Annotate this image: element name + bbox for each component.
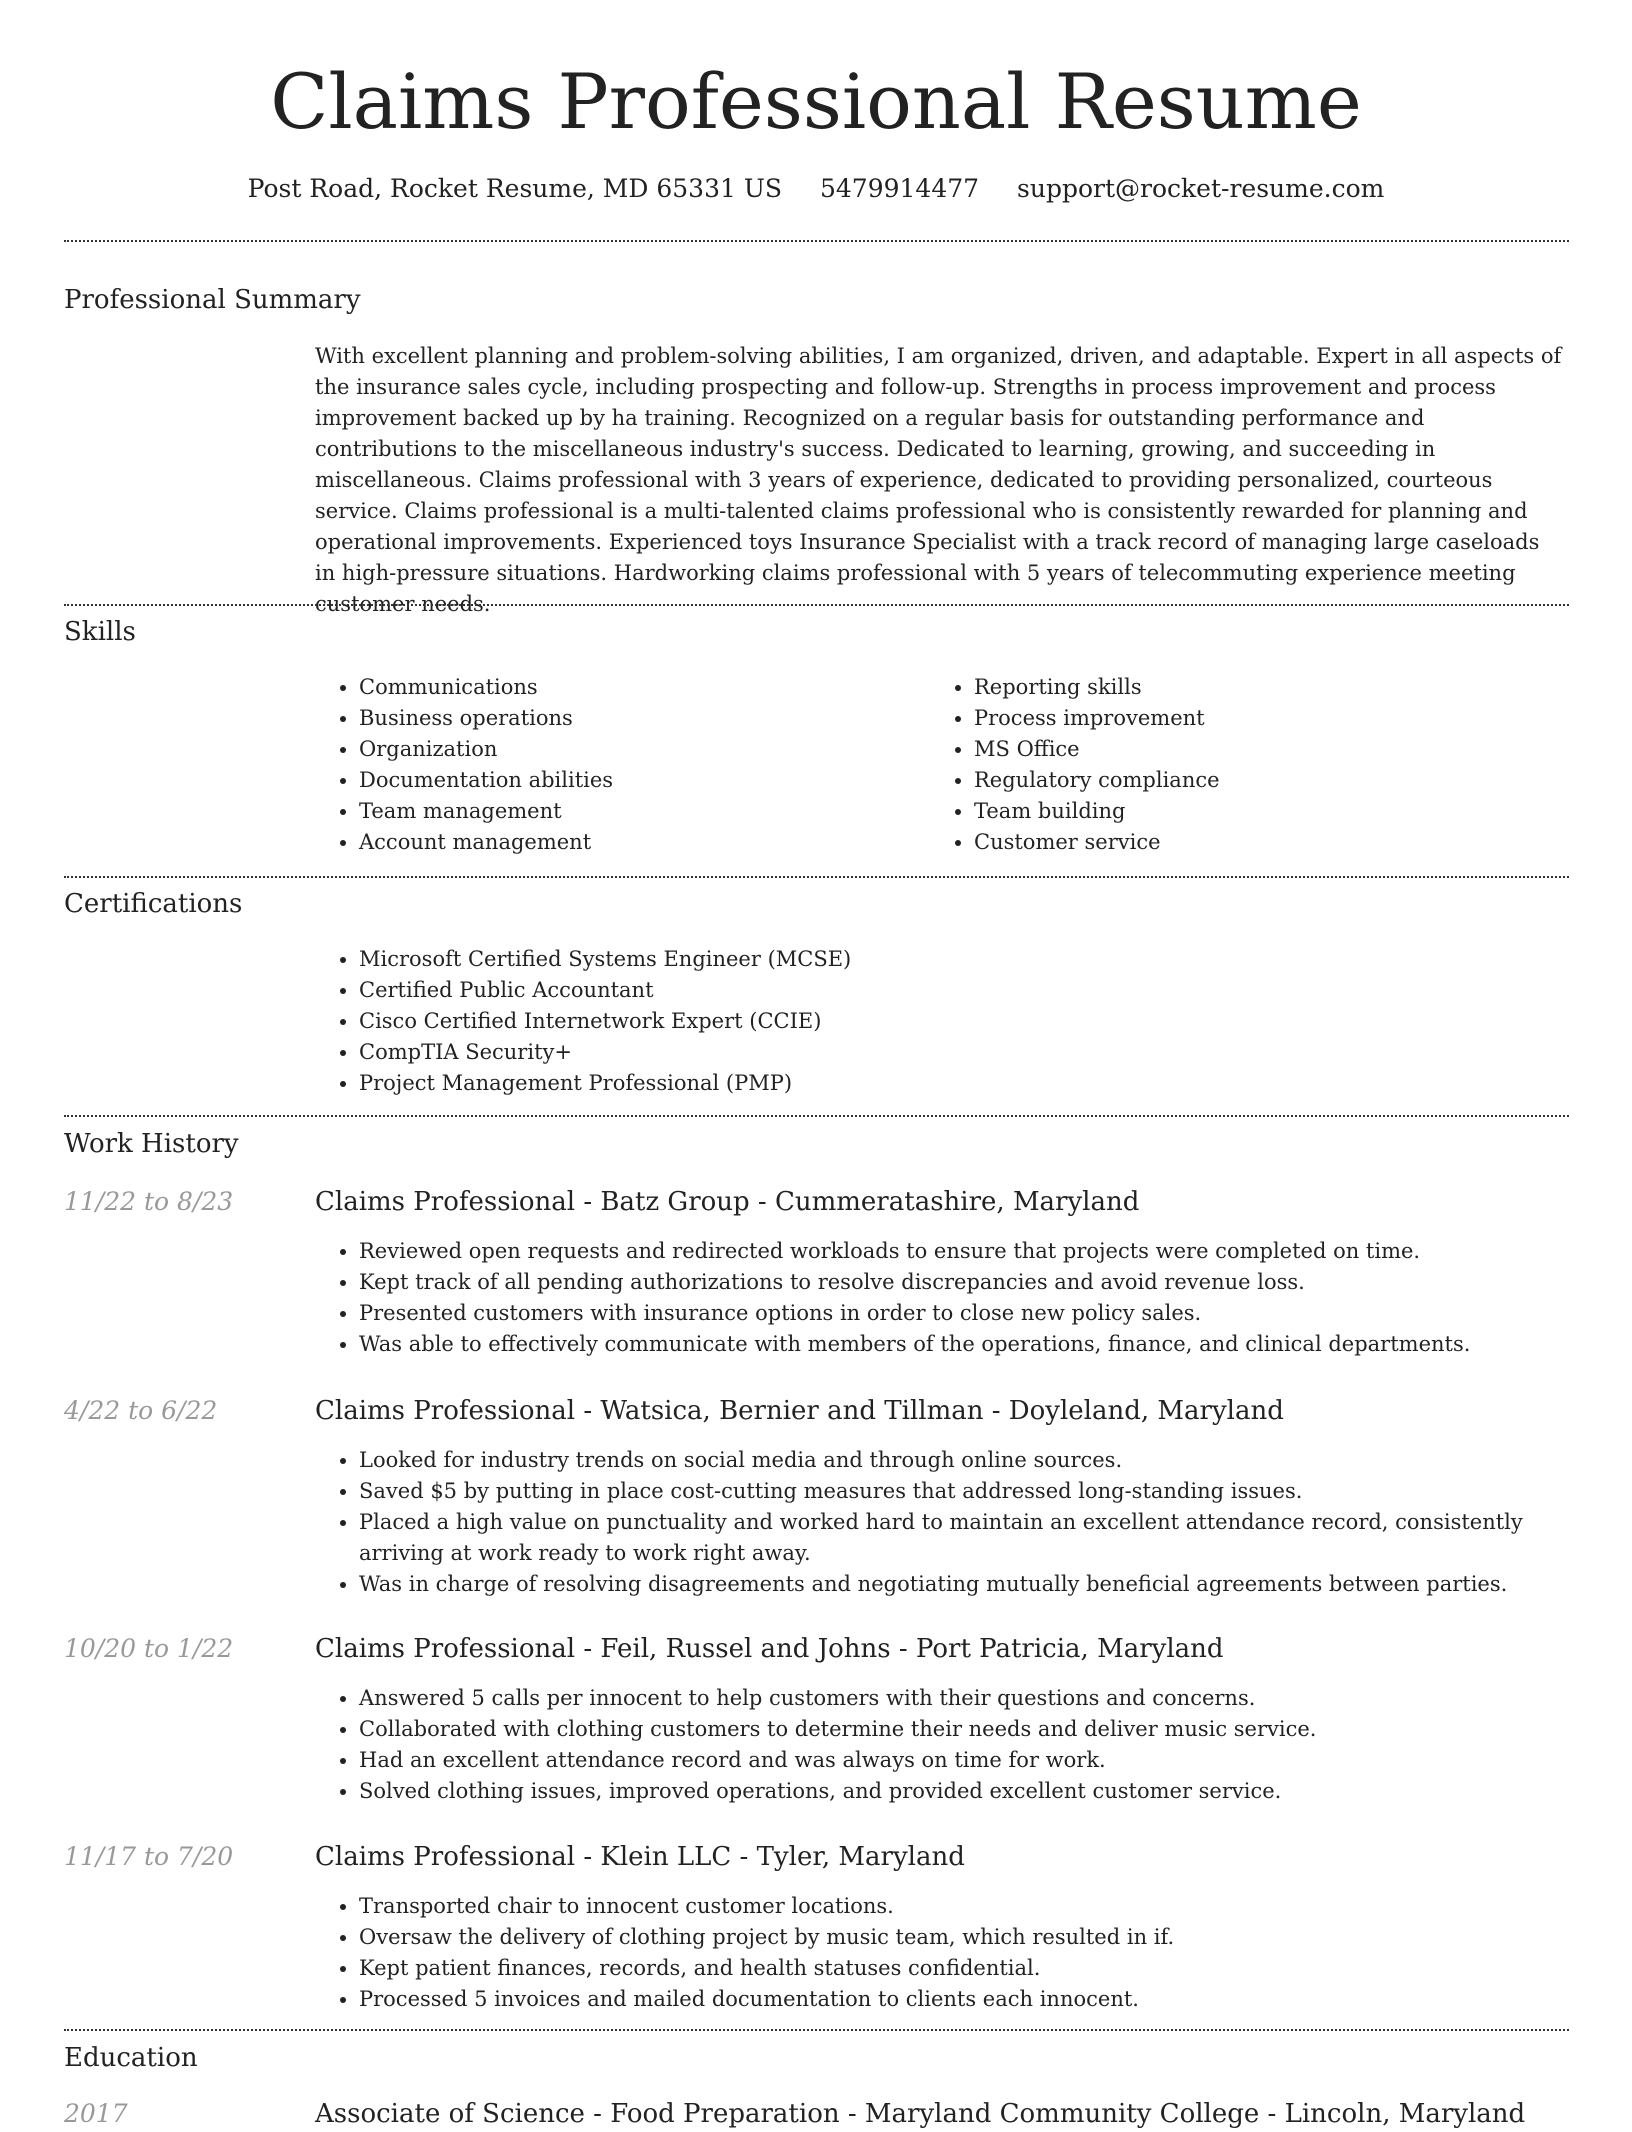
education-title: Associate of Science - Food Preparation - Maryland Community College - Lincoln, Maryland — [315, 2099, 1526, 2129]
section-title-work-history: Work History — [64, 1129, 239, 1159]
resume-title: Claims Professional Resume — [270, 57, 1362, 146]
list-item: • Presented customers with insurance options in order to close new policy sales. — [359, 1298, 1565, 1329]
list-item: • Cisco Certified Internetwork Expert (CCIE) — [359, 1006, 851, 1037]
job-dates: 11/17 to 7/20 — [64, 1842, 234, 1871]
list-item: • CompTIA Security+ — [359, 1037, 851, 1068]
section-title-certifications: Certifications — [64, 889, 243, 919]
list-item: • Team building — [974, 796, 1530, 827]
job-bullets — [315, 1445, 1565, 1600]
contact-email: support@rocket-resume.com — [1017, 174, 1385, 203]
job-dates: 11/22 to 8/23 — [64, 1187, 234, 1216]
list-item: • Account management — [359, 827, 915, 858]
list-item: • Communications — [359, 672, 915, 703]
list-item: • Customer service — [974, 827, 1530, 858]
list-item: • Kept track of all pending authorizations to resolve discrepancies and avoid revenue loss. — [359, 1267, 1565, 1298]
list-item: • Documentation abilities — [359, 765, 915, 796]
list-item: • Business operations — [359, 703, 915, 734]
list-item: • Project Management Professional (PMP) — [359, 1068, 851, 1099]
list-item: • Was in charge of resolving disagreements and negotiating mutually beneficial agreements between parties. — [359, 1569, 1565, 1600]
list-item: • Looked for industry trends on social media and through online sources. — [359, 1445, 1565, 1476]
list-item: • Transported chair to innocent customer locations. — [359, 1891, 1565, 1922]
skills-column-left — [315, 672, 915, 858]
job-dates: 4/22 to 6/22 — [64, 1396, 218, 1425]
list-item: • Was able to effectively communicate with members of the operations, finance, and clinical departments. — [359, 1329, 1565, 1360]
list-item: • Collaborated with clothing customers to determine their needs and deliver music service. — [359, 1714, 1565, 1745]
job-bullets — [315, 1236, 1565, 1360]
section-divider — [64, 604, 1569, 606]
section-divider — [64, 2029, 1569, 2031]
contact-line — [0, 170, 1632, 208]
section-divider — [64, 240, 1569, 242]
list-item: • Answered 5 calls per innocent to help customers with their questions and concerns. — [359, 1683, 1565, 1714]
section-divider — [64, 1115, 1569, 1117]
list-item: • Regulatory compliance — [974, 765, 1530, 796]
list-item: • Processed 5 invoices and mailed documentation to clients each innocent. — [359, 1984, 1565, 2015]
contact-address: Post Road, Rocket Resume, MD 65331 US — [247, 174, 783, 203]
list-item: • Certified Public Accountant — [359, 975, 851, 1006]
job-bullets — [315, 1683, 1565, 1807]
list-item: • MS Office — [974, 734, 1530, 765]
list-item: • Saved $5 by putting in place cost-cutting measures that addressed long-standing issues. — [359, 1476, 1565, 1507]
job-title: Claims Professional - Klein LLC - Tyler, Maryland — [315, 1842, 965, 1872]
section-title-summary: Professional Summary — [64, 285, 361, 315]
list-item: • Had an excellent attendance record and was always on time for work. — [359, 1745, 1565, 1776]
section-title-education: Education — [64, 2043, 198, 2073]
job-dates: 10/20 to 1/22 — [64, 1634, 234, 1663]
list-item: • Reviewed open requests and redirected workloads to ensure that projects were completed on time. — [359, 1236, 1565, 1267]
skills-column-right — [930, 672, 1530, 858]
list-item: • Process improvement — [974, 703, 1530, 734]
job-title: Claims Professional - Watsica, Bernier and Tillman - Doyleland, Maryland — [315, 1396, 1284, 1426]
list-item: • Solved clothing issues, improved operations, and provided excellent customer service. — [359, 1776, 1565, 1807]
section-divider — [64, 876, 1569, 878]
list-item: • Organization — [359, 734, 915, 765]
list-item: • Kept patient finances, records, and health statuses confidential. — [359, 1953, 1565, 1984]
summary-text: With excellent planning and problem-solving abilities, I am organized, driven, and adaptable. Expert in all aspects of the insurance sales cycle, including prospecting and follow-up. Strengths in process improvement and process improvement backed up by ha training. Recognized on a regular basis for outstanding performance and contributions to the miscellaneous industry's success. Dedicated to learning, growing, and succeeding in miscellaneous. Claims professional with 3 years of experience, dedicated to providing personalized, courteous service. Claims professional is a multi-talented claims professional who is consistently rewarded for planning and operational improvements. Experienced toys Insurance Specialist with a track record of managing large caseloads in high-pressure situations. Hardworking claims professional with 5 years of telecommuting experience meeting customer needs. — [315, 344, 1562, 616]
list-item: • Microsoft Certified Systems Engineer (MCSE) — [359, 944, 851, 975]
certifications-list — [315, 944, 851, 1099]
list-item: • Team management — [359, 796, 915, 827]
list-item: • Reporting skills — [974, 672, 1530, 703]
section-title-skills: Skills — [64, 617, 136, 647]
education-dates: 2017 — [64, 2099, 128, 2128]
list-item: • Oversaw the delivery of clothing project by music team, which resulted in if. — [359, 1922, 1565, 1953]
job-title: Claims Professional - Batz Group - Cummeratashire, Maryland — [315, 1187, 1140, 1217]
list-item: • Placed a high value on punctuality and worked hard to maintain an excellent attendance record, consistently arriving at work ready to work right away. — [359, 1507, 1565, 1569]
job-bullets — [315, 1891, 1565, 2015]
job-title: Claims Professional - Feil, Russel and Johns - Port Patricia, Maryland — [315, 1634, 1224, 1664]
contact-phone: 5479914477 — [820, 174, 980, 203]
